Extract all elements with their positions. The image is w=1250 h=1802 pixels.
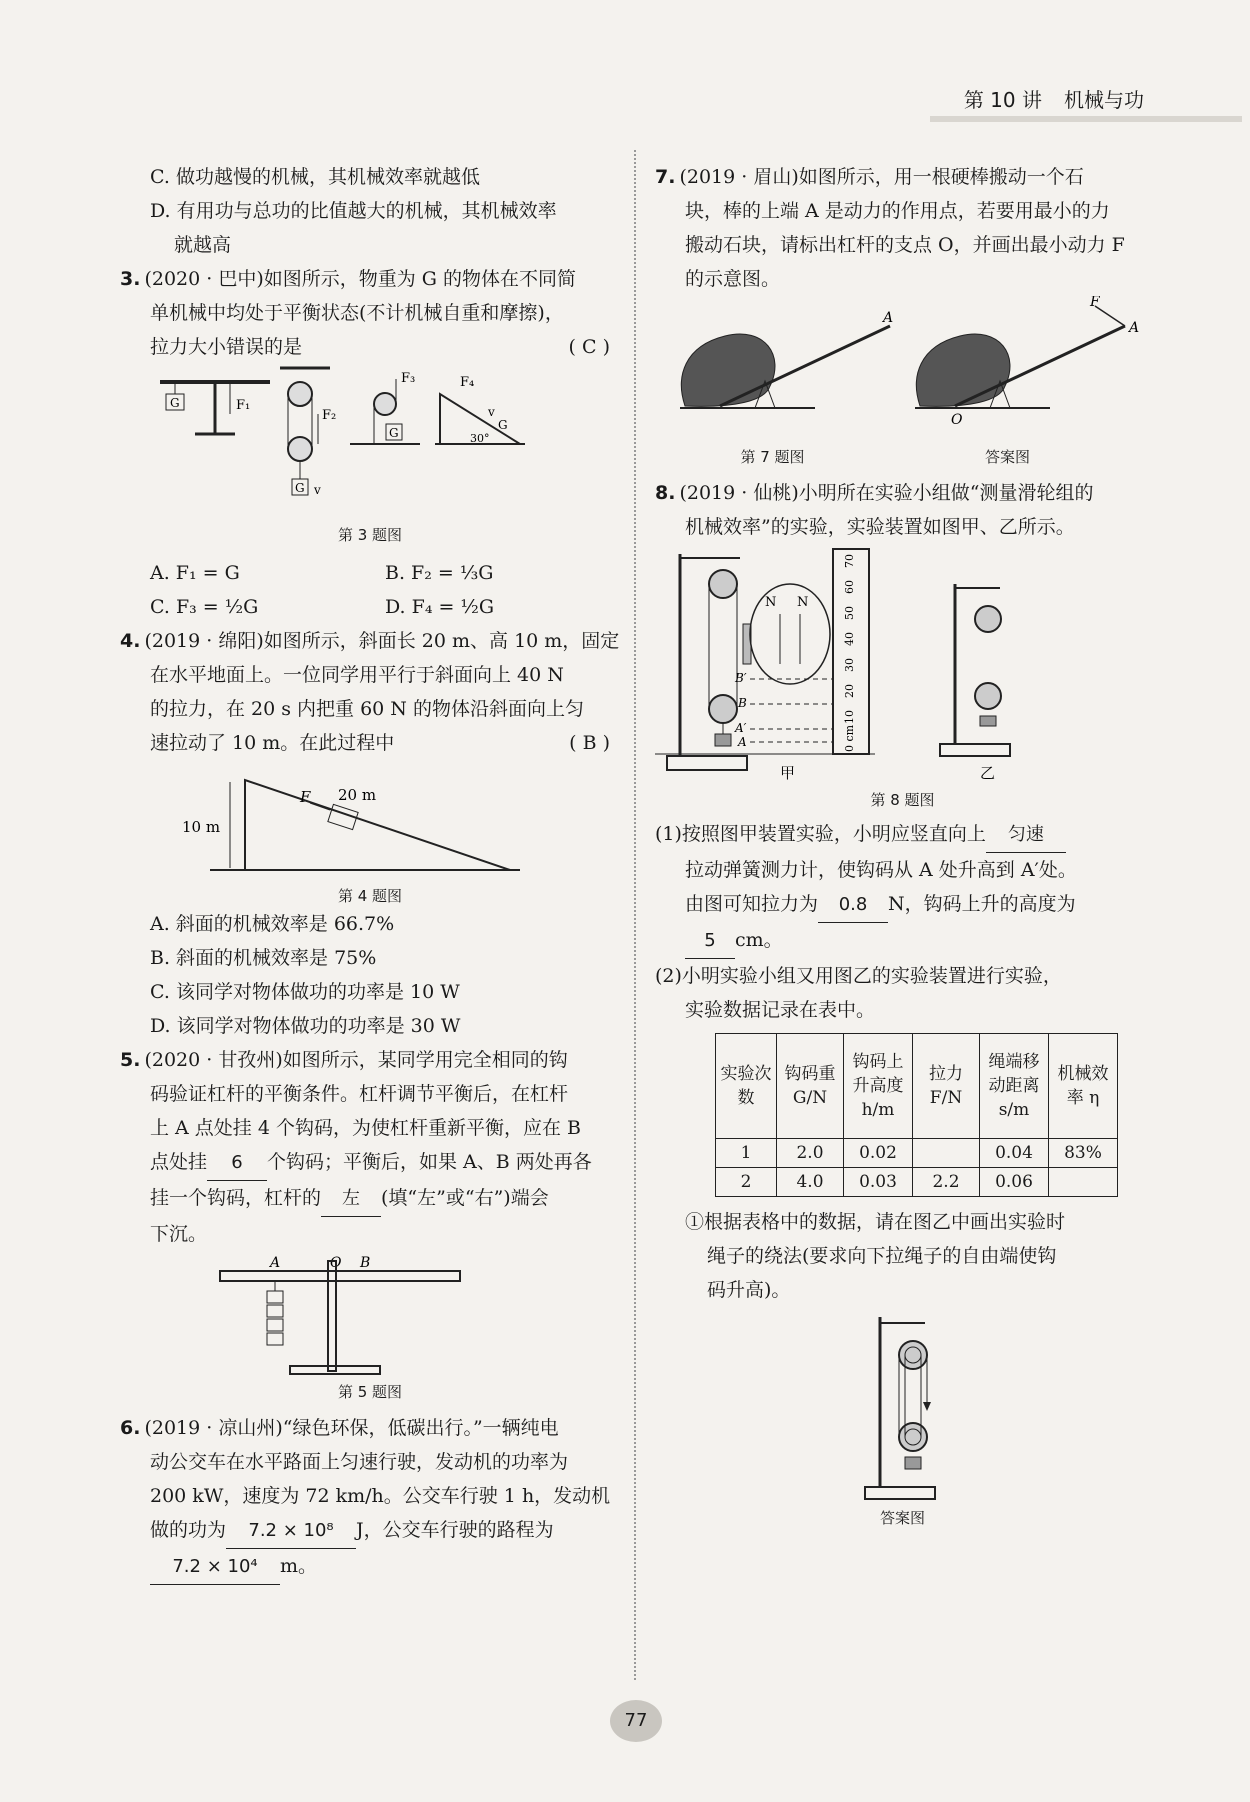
q8-label-n2: N xyxy=(797,595,809,610)
q3-g4: G xyxy=(498,418,508,432)
lecture-number: 第 10 讲 xyxy=(963,88,1042,112)
q4-force-label: F xyxy=(300,788,311,806)
table-cell: 4.0 xyxy=(777,1168,844,1197)
q3-line1: (2020 · 巴中)如图所示，物重为 G 的物体在不同简 xyxy=(144,268,577,290)
q3-angle: 30° xyxy=(470,432,490,445)
q8-scale-0: 0 cm xyxy=(843,724,856,752)
q4-caption: 第 4 题图 xyxy=(337,887,403,905)
question-6 xyxy=(120,1411,620,1585)
q4-option-d: D. 该同学对物体做功的功率是 30 W xyxy=(150,1015,461,1037)
q8-part1 xyxy=(655,817,1150,959)
table-header: 绳端移动距离 s/m xyxy=(980,1034,1049,1139)
q5-line6: 下沉。 xyxy=(150,1223,208,1245)
q8-p1a: (1)按照图甲装置实验，小明应竖直向上 xyxy=(655,823,986,845)
q4-figure xyxy=(120,760,620,907)
q7-label-a1: A xyxy=(883,310,894,326)
q8-p1-answer-3: 5 xyxy=(685,924,735,959)
q6-answer-2: 7.2 × 10⁴ xyxy=(150,1550,280,1585)
question-8 xyxy=(655,476,1150,1529)
q8-scale-10: 10 xyxy=(843,710,856,724)
q5-line4a: 点处挂 xyxy=(150,1151,208,1173)
table-cell: 0.06 xyxy=(980,1168,1049,1197)
q3-answer: ( C ) xyxy=(568,336,610,358)
q8-p1d: N，钩码上升的高度为 xyxy=(888,893,1076,915)
column-divider xyxy=(634,150,636,1680)
lecture-topic: 机械与功 xyxy=(1064,88,1144,112)
q5-line5b: (填“左”或“右”)端会 xyxy=(381,1187,549,1209)
table-row xyxy=(716,1168,1118,1197)
q4-line2: 在水平地面上。一位同学用平行于斜面向上 40 N xyxy=(150,664,564,686)
q5-line5a: 挂一个钩码，杠杆的 xyxy=(150,1187,322,1209)
q8-figure xyxy=(655,544,1150,811)
q4-option-c: C. 该同学对物体做功的功率是 10 W xyxy=(150,981,460,1003)
q3-number: 3. xyxy=(120,268,141,290)
q8-p1-answer-1: 匀速 xyxy=(986,818,1066,853)
q7-figure xyxy=(655,296,1150,468)
table-header: 机械效率 η xyxy=(1049,1034,1118,1139)
q6-answer-1: 7.2 × 10⁸ xyxy=(226,1514,356,1549)
q7-label-o: O xyxy=(951,412,963,428)
q8-part2 xyxy=(655,959,1150,1027)
q3-f2: F₂ xyxy=(322,408,337,423)
table-row xyxy=(716,1139,1118,1168)
q6-line5b: m。 xyxy=(280,1555,318,1577)
q4-line1: (2019 · 绵阳)如图所示，斜面长 20 m、高 10 m，固定 xyxy=(144,630,620,652)
table-header: 拉力 F/N xyxy=(913,1034,980,1139)
page-header xyxy=(942,84,1144,113)
q6-line4a: 做的功为 xyxy=(150,1519,227,1541)
q8-label-a2: A′ xyxy=(735,721,747,735)
q8-p1-answer-2: 0.8 xyxy=(818,888,888,923)
q8-sub1-line3: 码升高)。 xyxy=(707,1279,791,1301)
q4-line3: 的拉力，在 20 s 内把重 60 N 的物体沿斜面向上匀 xyxy=(150,698,584,720)
q3-f3: F₃ xyxy=(401,371,416,386)
q8-p1c: 由图可知拉力为 xyxy=(685,893,819,915)
q3-g1: G xyxy=(170,396,180,410)
q8-p2a: (2)小明实验小组又用图乙的实验装置进行实验， xyxy=(655,965,1062,987)
q4-answer: ( B ) xyxy=(569,732,610,754)
question-7 xyxy=(655,160,1150,468)
table-cell: 0.04 xyxy=(980,1139,1049,1168)
q7-line3: 搬动石块，请标出杠杆的支点 O，并画出最小动力 F xyxy=(685,234,1125,256)
table-cell: 0.03 xyxy=(844,1168,913,1197)
q7-number: 7. xyxy=(655,166,676,188)
table-header: 钩码重 G/N xyxy=(777,1034,844,1139)
q8-p1b: 拉动弹簧测力计，使钩码从 A 处升高到 A′处。 xyxy=(685,859,1077,881)
q4-height-label: 10 m xyxy=(182,818,221,836)
q8-label-yi: 乙 xyxy=(980,764,996,782)
q4-diagram xyxy=(120,760,600,885)
q8-line2: 机械效率”的实验，实验装置如图甲、乙所示。 xyxy=(685,516,1075,538)
q3-g3: G xyxy=(389,426,399,440)
q8-sub1-line2: 绳子的绕法(要求向下拉绳子的自由端使钩 xyxy=(707,1245,1057,1267)
q8-scale-20: 20 xyxy=(843,684,856,698)
q8-data-table xyxy=(715,1033,1118,1197)
q8-answer-caption: 答案图 xyxy=(879,1509,925,1527)
q7-captions xyxy=(655,446,1150,468)
q7-diagram xyxy=(655,296,1150,446)
q6-line4b: J，公交车行驶的路程为 xyxy=(356,1519,554,1541)
q8-scale-60: 60 xyxy=(843,580,856,594)
q8-label-b: B xyxy=(738,696,747,710)
page-number: 77 xyxy=(610,1700,662,1742)
q5-label-a: A xyxy=(270,1255,281,1271)
q8-sub1-line1: ①根据表格中的数据，请在图乙中画出实验时 xyxy=(685,1211,1066,1233)
q8-number: 8. xyxy=(655,482,676,504)
question-4 xyxy=(120,624,620,1043)
q8-scale-30: 30 xyxy=(843,658,856,672)
q5-number: 5. xyxy=(120,1049,141,1071)
q5-answer-1: 6 xyxy=(207,1146,267,1181)
table-cell: 2.0 xyxy=(777,1139,844,1168)
header-rule xyxy=(930,116,1242,122)
q5-line3: 上 A 点处挂 4 个钩码，为使杠杆重新平衡，应在 B xyxy=(150,1117,581,1139)
q2-option-c: C. 做功越慢的机械，其机械效率就越低 xyxy=(150,166,480,188)
question-5 xyxy=(120,1043,620,1403)
q4-option-b: B. 斜面的机械效率是 75% xyxy=(150,947,377,969)
q8-scale-50: 50 xyxy=(843,606,856,620)
q7-line2: 块，棒的上端 A 是动力的作用点，若要用最小的力 xyxy=(685,200,1110,222)
q4-number: 4. xyxy=(120,630,141,652)
q5-line4b: 个钩码；平衡后，如果 A、B 两处再各 xyxy=(267,1151,592,1173)
q3-f1: F₁ xyxy=(236,398,251,413)
right-column xyxy=(655,160,1150,1529)
q8-scale-70: 70 xyxy=(843,554,856,568)
q5-line1: (2020 · 甘孜州)如图所示，某同学用完全相同的钩 xyxy=(144,1049,568,1071)
q8-diagram xyxy=(655,544,1150,789)
table-cell: 1 xyxy=(716,1139,777,1168)
table-header: 实验次数 xyxy=(716,1034,777,1139)
q3-v1: v xyxy=(314,483,321,497)
q8-p1e: cm。 xyxy=(735,929,783,951)
q8-label-n1: N xyxy=(765,595,777,610)
left-column xyxy=(120,160,620,1585)
q7-caption-2: 答案图 xyxy=(984,448,1030,466)
q3-diagram xyxy=(120,364,590,524)
table-header-row xyxy=(716,1034,1118,1139)
q6-line2: 动公交车在水平路面上匀速行驶，发动机的功率为 xyxy=(150,1451,569,1473)
q2-option-d: D. 有用功与总功的比值越大的机械，其机械效率 xyxy=(150,200,557,222)
q3-option-b: B. F₂ = ⅓G xyxy=(385,562,494,584)
q3-f4: F₄ xyxy=(460,375,475,390)
q5-answer-2: 左 xyxy=(321,1182,381,1217)
q5-figure xyxy=(120,1251,620,1403)
q5-diagram xyxy=(120,1251,600,1381)
q8-scale-40: 40 xyxy=(843,632,856,646)
q3-option-c: C. F₃ = ½G xyxy=(150,596,259,618)
q6-number: 6. xyxy=(120,1417,141,1439)
table-cell: 2 xyxy=(716,1168,777,1197)
q8-p2b: 实验数据记录在表中。 xyxy=(685,999,876,1021)
q3-line3: 拉力大小错误的是 xyxy=(150,336,303,358)
q3-line2: 单机械中均处于平衡状态(不计机械自重和摩擦)， xyxy=(150,302,564,324)
q7-line4: 的示意图。 xyxy=(685,268,781,290)
q3-figure xyxy=(120,364,620,546)
q4-length-label: 20 m xyxy=(338,786,377,804)
q3-g2: G xyxy=(295,481,305,495)
q5-caption: 第 5 题图 xyxy=(337,1383,403,1401)
q6-line1: (2019 · 凉山州)“绿色环保，低碳出行。”一辆纯电 xyxy=(144,1417,559,1439)
table-cell-blank xyxy=(913,1139,980,1168)
q8-answer-diagram xyxy=(655,1307,1150,1507)
q2-option-d-cont: 就越高 xyxy=(174,234,232,256)
q8-answer-figure xyxy=(655,1307,1150,1529)
question-3 xyxy=(120,262,620,624)
q8-label-jia: 甲 xyxy=(780,764,796,782)
q3-caption: 第 3 题图 xyxy=(337,526,403,544)
q8-label-b2: B′ xyxy=(735,671,747,685)
q7-label-a2: A xyxy=(1129,320,1140,336)
table-cell: 2.2 xyxy=(913,1168,980,1197)
q8-sub1 xyxy=(655,1205,1150,1307)
table-cell: 0.02 xyxy=(844,1139,913,1168)
q7-caption-1: 第 7 题图 xyxy=(740,448,805,466)
q5-label-b: B xyxy=(360,1255,371,1271)
q4-line4: 速拉动了 10 m。在此过程中 xyxy=(150,732,395,754)
q6-line3: 200 kW，速度为 72 km/h。公交车行驶 1 h，发动机 xyxy=(150,1485,611,1507)
q8-label-a: A xyxy=(738,735,747,749)
q5-label-o: O xyxy=(330,1255,342,1271)
q3-option-d: D. F₄ = ½G xyxy=(385,596,495,618)
q8-ruler-labels xyxy=(843,554,856,752)
q5-line2: 码验证杠杆的平衡条件。杠杆调节平衡后，在杠杆 xyxy=(150,1083,569,1105)
q3-v2: v xyxy=(488,405,495,419)
table-cell-blank xyxy=(1049,1168,1118,1197)
q3-option-a: A. F₁ = G xyxy=(150,562,240,584)
q7-label-f: F xyxy=(1090,296,1100,310)
q8-caption: 第 8 题图 xyxy=(870,791,935,809)
table-header: 钩码上升高度 h/m xyxy=(844,1034,913,1139)
q7-line1: (2019 · 眉山)如图所示，用一根硬棒搬动一个石 xyxy=(679,166,1084,188)
q4-option-a: A. 斜面的机械效率是 66.7% xyxy=(150,913,395,935)
table-cell: 83% xyxy=(1049,1139,1118,1168)
q8-line1: (2019 · 仙桃)小明所在实验小组做“测量滑轮组的 xyxy=(679,482,1094,504)
